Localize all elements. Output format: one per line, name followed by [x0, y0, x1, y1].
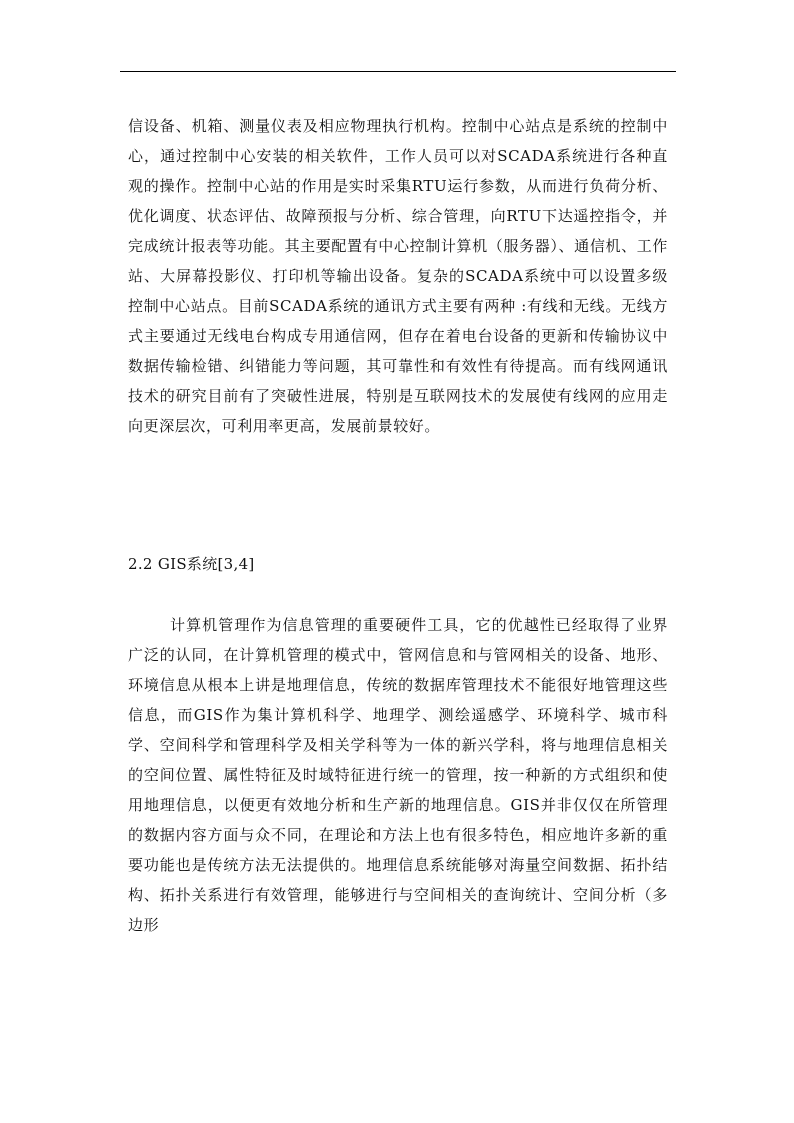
section-heading-gis: 2.2 GIS系统[3,4] — [128, 555, 255, 573]
header-rule — [120, 71, 676, 72]
body-paragraph-gis: 计算机管理作为信息管理的重要硬件工具，它的优越性已经取得了业界广泛的认同，在计算机管理的模式中，管网信息和与管网相关的设备、地形、环境信息从根本上讲是地理信息，传统的数据库管理技术不能很好地管理这些信息，而GIS作为集计算机科学、地理学、测绘遥感学、环境科学、城市科学、空间科学和管理科学及相关学科等为一体的新兴学科，将与地理信息相关的空间位置、属性特征及时域特征进行统一的管理，按一种新的方式组织和使用地理信息，以便更有效地分析和生产新的地理信息。GIS并非仅仅在所管理的数据内容方面与众不同，在理论和方法上也有很多特色，相应地许多新的重要功能也是传统方法无法提供的。地理信息系统能够对海量空间数据、拓扑结构、拓扑关系进行有效管理，能够进行与空间相关的查询统计、空间分析（多边形 — [128, 616, 668, 934]
page-body — [128, 111, 668, 940]
body-paragraph-scada: 信设备、机箱、测量仪表及相应物理执行机构。控制中心站点是系统的控制中心，通过控制中心安装的相关软件，工作人员可以对SCADA系统进行各种直观的操作。控制中心站的作用是实时采集RTU运行参数，从而进行负荷分析、优化调度、状态评估、故障预报与分析、综合管理，向RTU下达遥控指令，并完成统计报表等功能。其主要配置有中心控制计算机（服务器）、通信机、工作站、大屏幕投影仪、打印机等输出设备。复杂的SCADA系统中可以设置多级控制中心站点。目前SCADA系统的通讯方式主要有两种 :有线和无线。无线方式主要通过无线电台构成专用通信网，但存在着电台设备的更新和传输协议中数据传输检错、纠错能力等问题，其可靠性和有效性有待提高。而有线网通讯技术的研究目前有了突破性进展，特别是互联网技术的发展使有线网的应用走向更深层次，可利用率更高，发展前景较好。 — [128, 117, 668, 435]
